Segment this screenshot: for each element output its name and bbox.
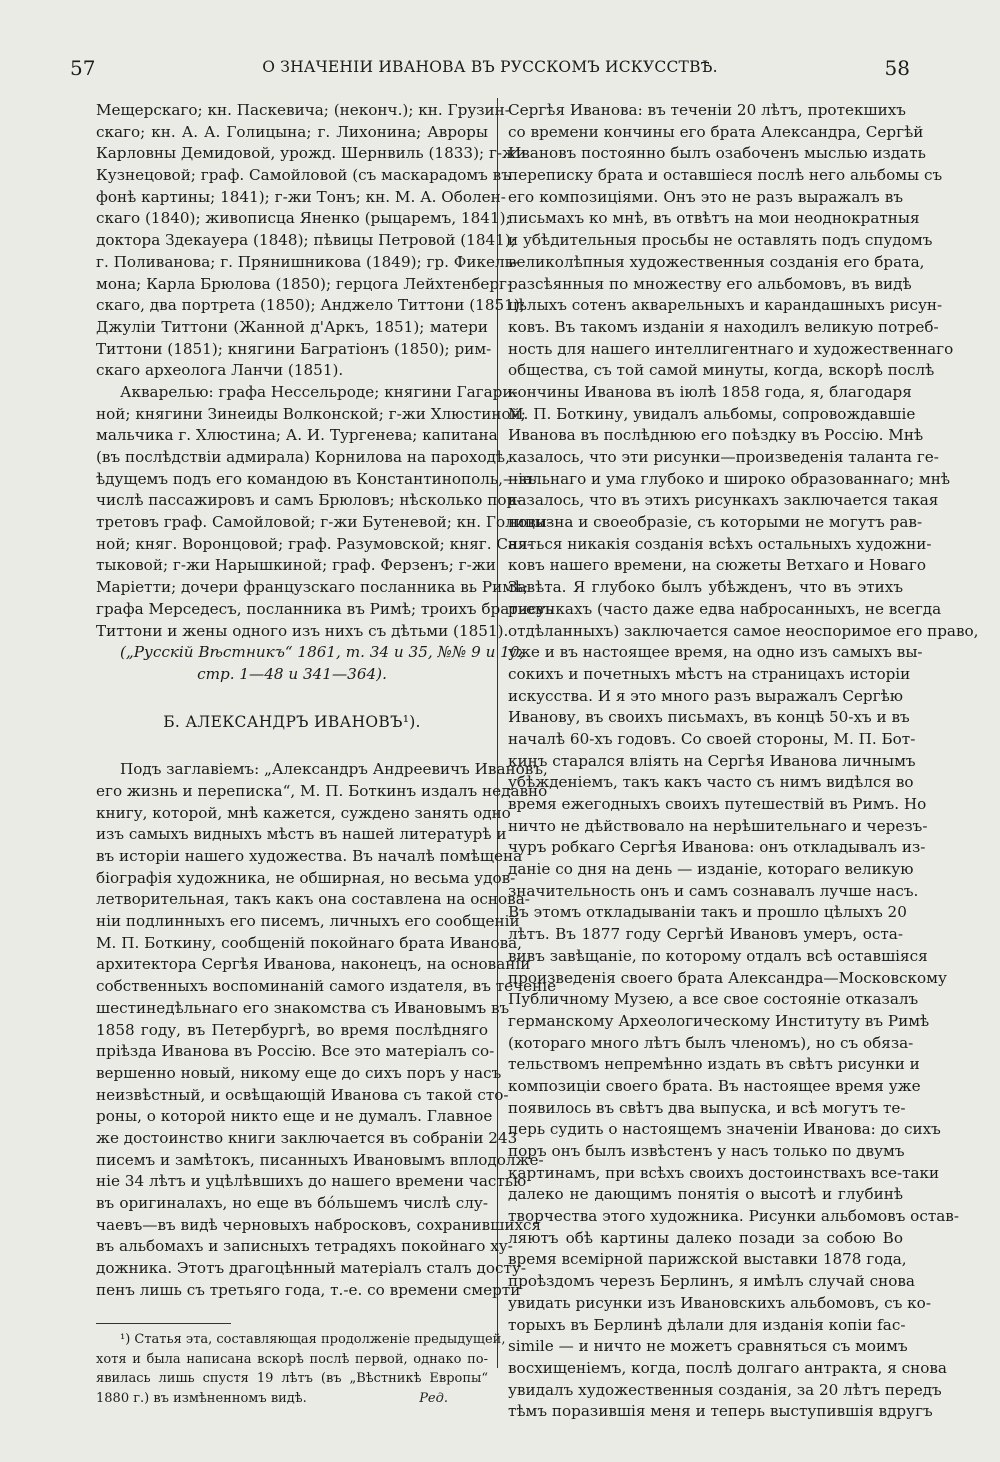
text-line: г. Поливанова; г. Прянишникова (1849); гр. Фикель- (96, 252, 519, 271)
text-line: Мещерскаго; кн. Паскевича; (неконч.); кн. Грузин- (96, 101, 510, 119)
text-line: архитектора Сергѣя Иванова, наконецъ, на основаніи (96, 955, 531, 974)
paragraph-portraits-oil (96, 100, 527, 382)
text-line: Подъ заглавіемъ: „Александръ Андреевичъ Ивановъ, (120, 760, 548, 779)
text-line: поръ онъ былъ извѣстенъ у насъ только по двумъ (508, 1142, 905, 1160)
text-line: скаго археолога Ланчи (1851). (96, 361, 344, 380)
text-line: Завѣта. Я глубоко былъ убѣжденъ, что въ этихъ (508, 578, 903, 597)
text-line: 1880 г.) въ измѣненномъ видѣ. Ред. (96, 1389, 488, 1409)
text-line: Иванова въ послѣднюю его поѣздку въ Россію. Мнѣ (508, 426, 924, 445)
text-line: ніе 34 лѣтъ и уцѣлѣвшихъ до нашего времени частью (96, 1172, 527, 1191)
text-line: М. П. Боткину, сообщеній покойнаго брата Иванова, (96, 933, 522, 952)
footnote (96, 1330, 506, 1408)
text-line: („Русскій Вѣстникъ“ 1861, т. 34 и 35, №№ 9 и 10, (120, 643, 525, 662)
text-line: композиціи своего брата. Въ настоящее время уже (508, 1076, 921, 1095)
text-line: уже и въ настоящее время, на одно изъ самыхъ вы- (508, 643, 923, 662)
text-line: картинамъ, при всѣхъ своихъ достоинствахъ все-таки (508, 1163, 940, 1182)
text-line: переписку брата и оставшіеся послѣ него альбомы съ (508, 166, 943, 185)
text-line: Въ этомъ откладываніи такъ и прошло цѣлыхъ 20 (508, 903, 907, 922)
text-line: перь судить о настоящемъ значеніи Иванова: до сихъ (508, 1120, 941, 1139)
page-number-right: 58 (884, 56, 910, 80)
citation (96, 642, 525, 685)
text-line: чуръ робкаго Сергѣя Иванова: онъ откладывалъ из- (508, 838, 926, 857)
text-line: Кузнецовой; граф. Самойловой (съ маскарадомъ въ (96, 166, 511, 185)
text-line: ¹) Статья эта, составляющая продолженіе предыдущей, (120, 1332, 506, 1348)
text-line: скаго, два портрета (1850); Анджело Титтони (1851); (96, 296, 525, 315)
text-line: Титтони (1851); княгини Багратіонъ (1850); рим- (96, 339, 492, 358)
text-line: Иванову, въ своихъ письмахъ, въ концѣ 50-хъ и въ (508, 708, 910, 727)
text-line: Карловны Демидовой, урожд. Шернвиль (1833); г-жи (96, 144, 527, 163)
text-line: ковъ нашего времени, на сюжеты Ветхаго и Новаго (508, 556, 927, 575)
text-line: появилось въ свѣтъ два выпуска, и всѣ могутъ те- (508, 1098, 906, 1117)
text-line: кинъ старался вліять на Сергѣя Иванова личнымъ (508, 751, 916, 770)
text-line: германскому Археологическому Институту въ Римѣ (508, 1011, 930, 1030)
text-line: вершенно новый, никому еще до сихъ поръ у насъ (96, 1063, 502, 1082)
text-line: ніи подлинныхъ его писемъ, личныхъ его сообщеній (96, 912, 520, 931)
text-line: торыхъ въ Берлинѣ дѣлали для изданія копіи fac- (508, 1315, 906, 1334)
text-line: ѣдущемъ подъ его командою въ Константинополь,—въ (96, 469, 537, 488)
text-line: (въ послѣдствіи адмирала) Корнилова на пароходѣ, (96, 448, 510, 466)
text-line: даніе со дня на день — изданіе, котораго великую (508, 860, 914, 879)
text-line: же достоинство книги заключается въ собраніи 243 (96, 1128, 518, 1147)
text-line: отдѣланныхъ) заключается самое неоспоримое его право, (508, 621, 979, 640)
text-line: чаевъ—въ видѣ черновыхъ набросковъ, сохранившихся (96, 1215, 542, 1234)
page-number-left: 57 (70, 56, 96, 80)
text-line: общества, съ той самой минуты, когда, вскорѣ послѣ (508, 361, 935, 380)
text-line: Джуліи Титтони (Жанной д'Аркъ, 1851); матери (96, 317, 488, 336)
text-line: графа Мерседесъ, посланника въ Римѣ; троихъ братьевъ (96, 599, 554, 618)
text-line: творчества этого художника. Рисунки альбомовъ остав- (508, 1207, 959, 1226)
text-line: писемъ и замѣтокъ, писанныхъ Ивановымъ вплодолже- (96, 1150, 544, 1169)
section-heading: Б. АЛЕКСАНДРЪ ИВАНОВЪ¹). (163, 712, 421, 731)
text-line: пріѣзда Иванова въ Россію. Все это матеріалъ со- (96, 1042, 495, 1061)
text-line: тельствомъ непремѣнно издать въ свѣтъ рисунки и (508, 1055, 920, 1074)
text-line: кончины Иванова въ іюлѣ 1858 года, я, благодаря (508, 382, 912, 401)
paragraph-portraits-watercolor (96, 382, 554, 642)
text-line: ничто не дѣйствовало на нерѣшительнаго и черезъ- (508, 816, 928, 835)
text-line: лѣтъ. Въ 1877 году Сергѣй Ивановъ умеръ, оста- (508, 925, 903, 944)
text-line: проѣздомъ черезъ Берлинъ, я имѣлъ случай снова (508, 1272, 915, 1291)
text-line: ковъ. Въ такомъ изданіи я находилъ великую потреб- (508, 317, 939, 336)
text-line: (котораго много лѣтъ былъ членомъ), но съ обяза- (508, 1033, 914, 1052)
text-line: и убѣдительныя просьбы не оставлять подъ спудомъ (508, 231, 933, 250)
text-line: ность для нашего интеллигентнаго и художественнаго (508, 339, 954, 358)
text-line: ніальнаго и ума глубоко и широко образованнаго; мнѣ (508, 469, 950, 488)
text-line: ной; княгини Зинеиды Волконской; г-жи Хлюстиной; (96, 404, 526, 423)
right-column (508, 100, 979, 1421)
text-line: вивъ завѣщаніе, по которому отдалъ всѣ оставшіяся (508, 946, 928, 965)
text-line: рисункахъ (часто даже едва набросанныхъ, не всегда (508, 599, 942, 618)
text-line: казалось, что эти рисунки—произведенія таланта ге- (508, 448, 939, 466)
text-line: увидать рисунки изъ Ивановскихъ альбомовъ, съ ко- (508, 1293, 931, 1312)
text-line: М. П. Боткину, увидалъ альбомы, сопровождавшіе (508, 404, 916, 423)
text-line: фонѣ картины; 1841); г-жи Тонъ; кн. М. А. Оболен- (96, 187, 506, 206)
text-line: письмахъ ко мнѣ, въ отвѣтъ на мои неоднократныя (508, 209, 920, 228)
text-line: время всемірной парижской выставки 1878 года, (508, 1250, 907, 1269)
text-line: Сергѣя Иванова: въ теченіи 20 лѣтъ, протекшихъ (508, 101, 906, 119)
text-line: дожника. Этотъ драгоцѣнный матеріалъ сталъ досту- (96, 1259, 527, 1278)
text-line: тѣмъ поразившія меня и теперь выступившія вдругъ (508, 1402, 933, 1421)
text-line: скаго (1840); живописца Яненко (рыцаремъ, 1841); (96, 209, 511, 228)
text-line: цѣлыхъ сотенъ акварельныхъ и карандашныхъ рисун- (508, 296, 943, 315)
text-line: произведенія своего брата Александра—Московскому (508, 968, 947, 987)
text-line: восхищеніемъ, когда, послѣ долгаго антракта, я снова (508, 1358, 947, 1377)
paragraph-book-review (96, 759, 557, 1301)
text-line: великолѣпныя художественныя созданія его брата, (508, 252, 925, 271)
text-line: Акварелью: графа Нессельроде; княгини Гагари- (120, 382, 518, 401)
text-line: время ежегодныхъ своихъ путешествій въ Римъ. Но (508, 795, 927, 813)
text-line: далеко не дающимъ понятія о высотѣ и глубинѣ (508, 1185, 903, 1204)
text-line: собственныхъ воспоминаній самого издателя, въ теченіе (96, 977, 557, 996)
text-line: въ оригиналахъ, но еще въ бóльшемъ числѣ слу- (96, 1194, 488, 1213)
left-column (96, 100, 557, 1420)
text-line: его жизнь и переписка“, М. П. Боткинъ издалъ недавно (96, 781, 548, 800)
text-line: тыковой; г-жи Нарышкиной; граф. Ферзенъ; г-жи (96, 556, 496, 575)
text-line: сокихъ и почетныхъ мѣстъ на страницахъ исторіи (508, 664, 911, 683)
text-line: книгу, которой, мнѣ кажется, суждено занять одно (96, 803, 511, 822)
text-line: 1858 году, въ Петербургѣ, во время послѣдняго (96, 1020, 488, 1039)
text-line: искусства. И я это много разъ выражалъ Сергѣю (508, 686, 903, 705)
footnote-separator (96, 1323, 231, 1324)
text-line: Ивановъ постоянно былъ озабоченъ мыслью издать (508, 144, 926, 163)
text-line: мона; Карла Брюлова (1850); герцога Лейхтенберг- (96, 274, 513, 293)
text-line: ляютъ обѣ картины далеко позади за собою Во (508, 1228, 903, 1247)
text-line: увидалъ художественныя созданія, за 20 лѣтъ передъ (508, 1380, 942, 1399)
text-line: шестинедѣльнаго его знакомства съ Ивановымъ въ (96, 998, 510, 1017)
text-line: убѣжденіемъ, такъ какъ часто съ нимъ видѣлся во (508, 773, 914, 792)
text-line: доктора Здекауера (1848); пѣвицы Петровой (1841); (96, 231, 516, 250)
text-line: началѣ 60-хъ годовъ. Со своей стороны, М. П. Бот- (508, 729, 916, 748)
text-line: явилась лишь спустя 19 лѣтъ (въ „Вѣстникѣ Европы“ (96, 1371, 488, 1387)
text-line: Публичному Музею, а все свое состояніе отказалъ (508, 990, 919, 1009)
page-header (70, 50, 910, 90)
text-line: simile — и ничто не можетъ сравняться съ моимъ (508, 1337, 908, 1356)
text-line: третовъ граф. Самойловой; г-жи Бутеневой; кн. Голицы- (96, 513, 552, 532)
text-line: хотя и была написана вскорѣ послѣ первой, однако по- (96, 1351, 488, 1367)
text-line: Титтони и жены одного изъ нихъ съ дѣтьми (1851). (96, 621, 509, 640)
text-line: изъ самыхъ видныхъ мѣстъ въ нашей литературѣ и (96, 825, 507, 844)
text-line: въ альбомахъ и записныхъ тетрадяхъ покойнаго ху- (96, 1237, 513, 1256)
text-line: скаго; кн. А. А. Голицына; г. Лихонина; Авроры (96, 122, 488, 141)
text-line: со времени кончины его брата Александра, Сергѣй (508, 122, 924, 141)
text-line: значительность онъ и самъ сознавалъ лучше насъ. (508, 881, 919, 900)
text-line: роны, о которой никто еще и не думалъ. Главное (96, 1107, 493, 1126)
text-line: числѣ пассажировъ и самъ Брюловъ; нѣсколько пор- (96, 491, 522, 510)
editor-sign: Ред. (419, 1390, 448, 1406)
text-line: мальчика г. Хлюстина; А. И. Тургенева; капитана (96, 426, 498, 445)
text-line: неизвѣстный, и освѣщающій Иванова съ такой сто- (96, 1085, 509, 1104)
text-line: няться никакія созданія всѣхъ остальныхъ художни- (508, 534, 932, 553)
text-line: пенъ лишь съ третьяго года, т.-е. со времени смерти (96, 1280, 521, 1299)
text-line: стр. 1—48 и 341—364). (197, 664, 387, 683)
text-line: Маріетти; дочери французскаго посланника вь Римѣ; (96, 578, 529, 597)
text-line: разсѣянныя по множеству его альбомовъ, въ видѣ (508, 274, 912, 293)
text-line: казалось, что въ этихъ рисункахъ заключается такая (508, 491, 939, 510)
text-line: ной; княг. Воронцовой; граф. Разумовской; княг. Сал- (96, 534, 532, 553)
running-title: О ЗНАЧЕНІИ ИВАНОВА ВЪ РУССКОМЪ ИСКУССТВѢ. (262, 58, 718, 76)
text-line: въ исторіи нашего художества. Въ началѣ помѣщена (96, 847, 523, 866)
text-line: новизна и своеобразіе, съ которыми не могутъ рав- (508, 513, 923, 532)
text-line: его композиціями. Онъ это не разъ выражалъ въ (508, 187, 903, 206)
text-line: біографія художника, не обширная, но весьма удов- (96, 868, 516, 887)
text-line: летворительная, такъ какъ она составлена на основа- (96, 890, 530, 909)
